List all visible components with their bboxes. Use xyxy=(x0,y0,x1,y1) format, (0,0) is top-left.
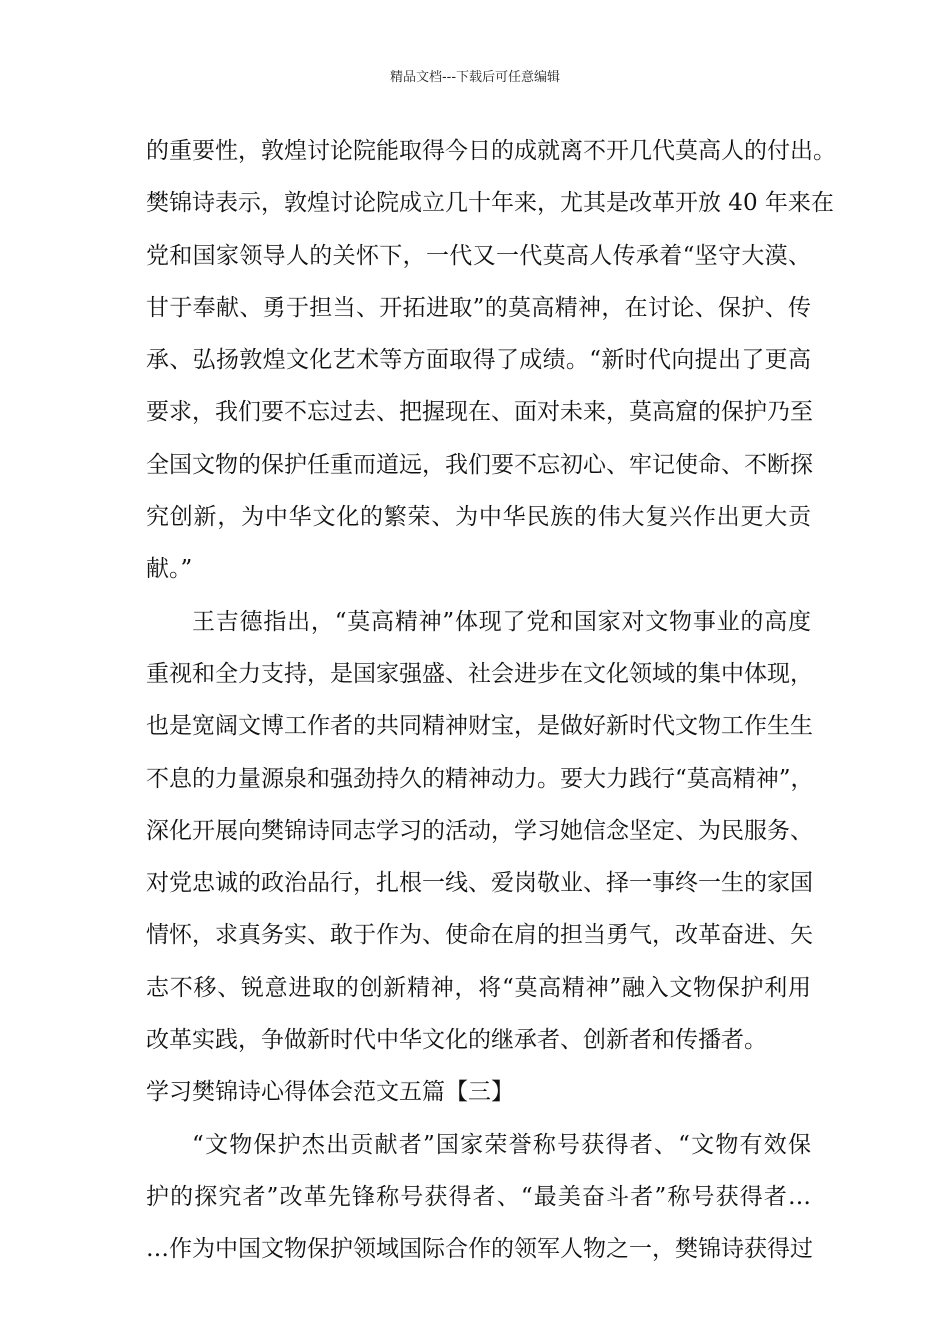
text-line: 要求，我们要不忘过去、把握现在、面对未来，莫高窟的保护乃至 xyxy=(146,399,813,426)
section-heading: 学习樊锦诗心得体会范文五篇【三】 xyxy=(146,1079,514,1106)
text-line: 重视和全力支持，是国家强盛、社会进步在文化领域的集中体现， xyxy=(146,660,813,687)
text-line: 护的探究者”改革先锋称号获得者、“最美奋斗者”称号获得者… xyxy=(146,1183,811,1210)
text-line: 樊锦诗表示，敦煌讨论院成立几十年来，尤其是改革开放 40 年来在 xyxy=(146,190,834,217)
text-line: 志不移、锐意进取的创新精神，将“莫高精神”融入文物保护利用 xyxy=(146,974,811,1001)
text-line: 承、弘扬敦煌文化艺术等方面取得了成绩。“新时代向提出了更高 xyxy=(146,347,811,374)
text-line: 改革实践，争做新时代中华文化的继承者、创新者和传播者。 xyxy=(146,1027,767,1054)
text-line: …作为中国文物保护领域国际合作的领军人物之一，樊锦诗获得过 xyxy=(146,1236,813,1263)
text-line: 也是宽阔文博工作者的共同精神财宝，是做好新时代文物工作生生 xyxy=(146,713,813,740)
page-header: 精品文档---下载后可任意编辑 xyxy=(389,70,561,85)
text-line: 不息的力量源泉和强劲持久的精神动力。要大力践行“莫高精神”， xyxy=(146,765,814,792)
paragraph-start-line: 王吉德指出，“莫高精神”体现了党和国家对文物事业的高度 xyxy=(192,608,811,635)
document-body xyxy=(146,127,836,1278)
text-line: 对党忠诚的政治品行，扎根一线、爱岗敬业、择一事终一生的家国 xyxy=(146,870,813,897)
text-line: 全国文物的保护任重而道远，我们要不忘初心、牢记使命、不断探 xyxy=(146,451,813,478)
text-line: 深化开展向樊锦诗同志学习的活动，学习她信念坚定、为民服务、 xyxy=(146,817,813,844)
text-line: 献。” xyxy=(146,556,193,583)
paragraph-start-line: “文物保护杰出贡献者”国家荣誉称号获得者、“文物有效保 xyxy=(192,1131,811,1158)
text-line: 党和国家领导人的关怀下，一代又一代莫高人传承着“坚守大漠、 xyxy=(146,242,811,269)
text-line: 究创新，为中华文化的繁荣、为中华民族的伟大复兴作出更大贡 xyxy=(146,504,811,531)
text-line: 甘于奉献、勇于担当、开拓进取”的莫高精神，在讨论、保护、传 xyxy=(146,294,811,321)
text-line: 的重要性，敦煌讨论院能取得今日的成就离不开几代莫高人的付出。 xyxy=(146,138,836,164)
text-line: 情怀，求真务实、敢于作为、使命在肩的担当勇气，改革奋进、矢 xyxy=(146,922,813,949)
